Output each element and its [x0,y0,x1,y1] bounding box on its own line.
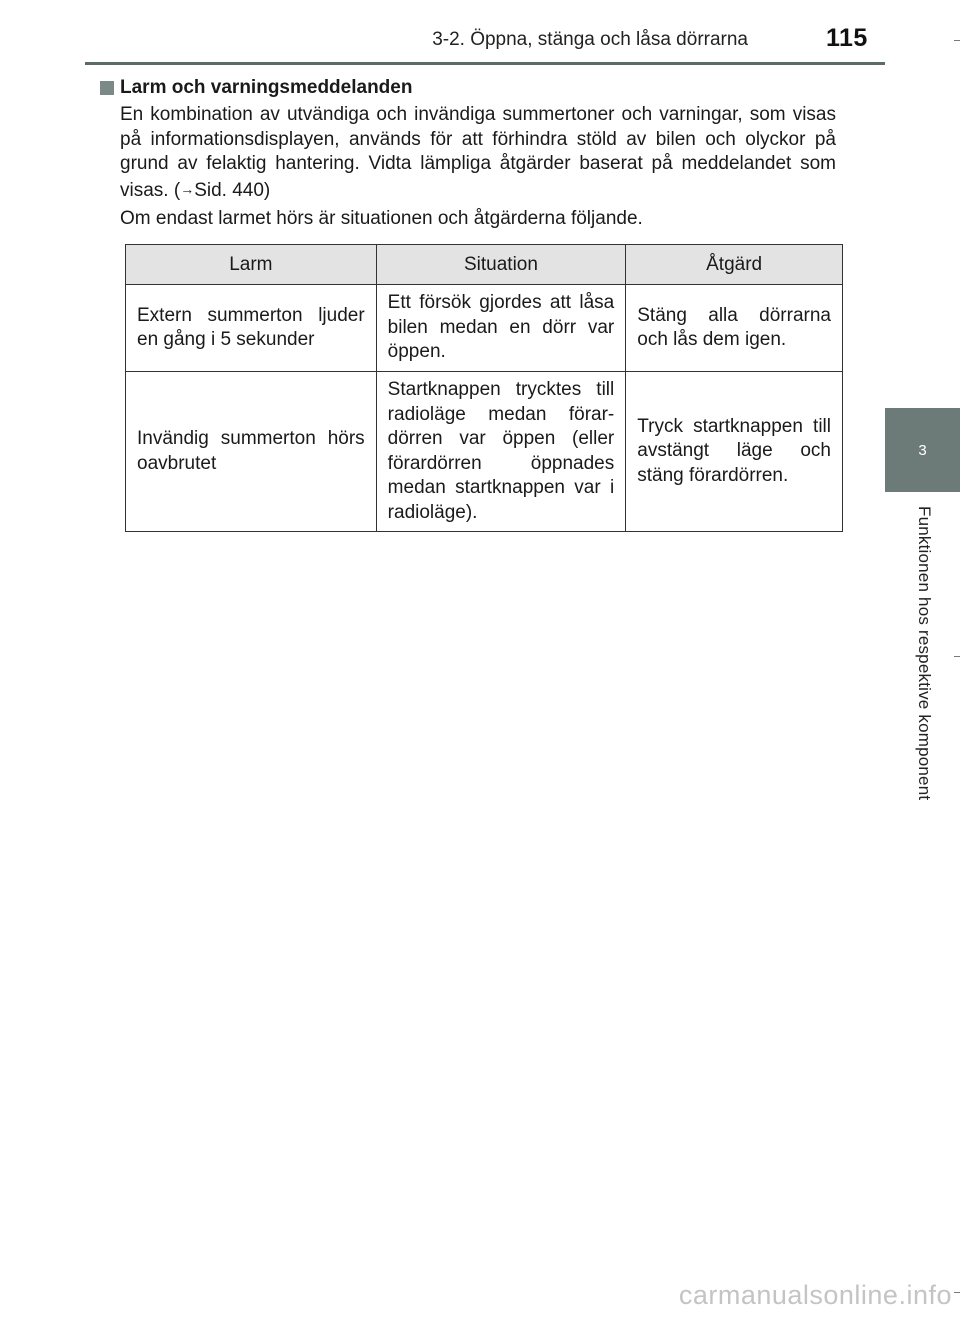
page-number: 115 [826,24,868,52]
watermark: carmanualsonline.info [678,1280,952,1310]
chapter-number: 3 [918,441,927,459]
heading-text: Larm och varningsmeddelanden [120,77,413,98]
square-bullet-icon [100,81,114,95]
page-reference-link[interactable]: Sid. 440) [194,179,271,201]
table-cell-situation: Startknappen trycktes till radioläge medan förar-dörren var öppen (eller förardörren öppnades medan startknappen var i radioläge). [376,372,626,532]
intro-paragraph [120,103,836,203]
crop-mark [954,40,960,41]
column-header-situation: Situation [376,245,626,285]
alarm-table [125,244,843,532]
table-cell-action: Stäng alla dörrarna och lås dem igen. [626,285,843,372]
arrow-right-icon: → [180,180,195,197]
table-cell-alarm: Invändig summerton hörs oavbrutet [126,372,377,532]
column-header-alarm: Larm [126,245,377,285]
crop-mark [954,1292,960,1293]
header-rule [85,62,885,65]
table-row [126,372,843,532]
table-cell-action: Tryck startknappen till avstängt läge och stäng förardörren. [626,372,843,532]
table-header-row [126,245,843,285]
section-heading [100,77,412,99]
table-row [126,285,843,372]
chapter-label: Funktionen hos respektive komponent [915,506,934,801]
intro-text: En kombination av utvändiga och invändiga summertoner och varningar, som visas på informationsdisplayen, används för att förhindra stöld av bilen och olyckor på grund av felaktig hantering. Vidta lämpliga åtgärder baserat på meddelandet som visas. ( [120,104,836,201]
column-header-action: Åtgärd [626,245,843,285]
table-cell-alarm: Extern summerton ljuder en gång i 5 sekunder [126,285,377,372]
section-title: 3-2. Öppna, stänga och låsa dörrarna [432,29,748,50]
situation-paragraph: Om endast larmet hörs är situationen och åtgärderna följande. [120,208,643,229]
chapter-tab [885,408,960,492]
crop-mark [954,656,960,657]
table-cell-situation: Ett försök gjordes att låsa bilen medan en dörr var öppen. [376,285,626,372]
